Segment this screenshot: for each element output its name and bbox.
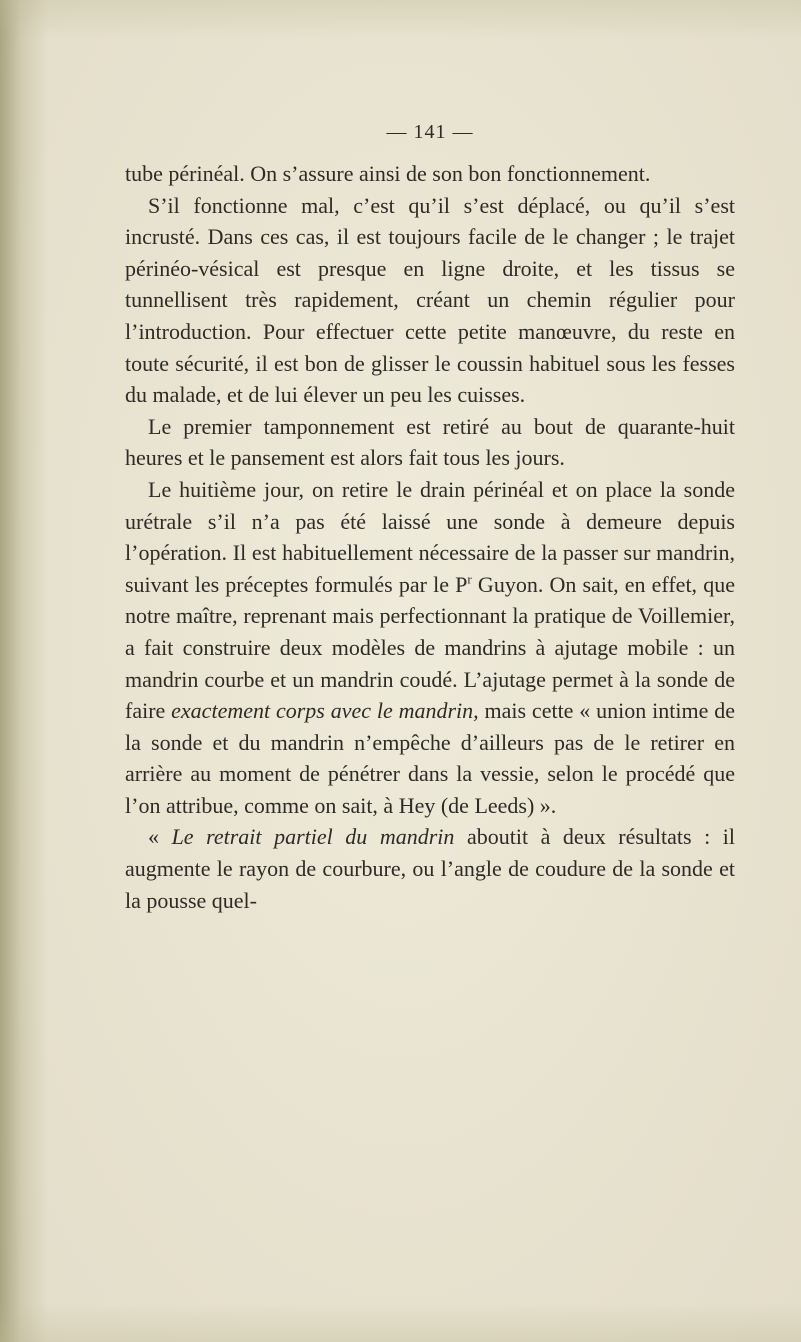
paragraph-3 <box>125 411 735 474</box>
page-edge-shadow-left <box>0 0 48 1342</box>
paragraph-5-quote-open: « <box>148 824 172 850</box>
italic-phrase-retrait: Le retrait partiel du mandrin <box>171 824 455 850</box>
paragraph-4-text-a: Le huitième jour, on retire le drain périnéal et on place la sonde urétrale s’il n’a pas été laissé une sonde à demeure depuis l’opération. Il est habituellement nécessaire de la passer sur mandrin, suivant les préceptes formulés par le P <box>125 476 735 597</box>
paragraph-1-text: tube périnéal. On s’assure ainsi de son bon fonctionnement. <box>125 161 651 186</box>
paragraph-5-text: aboutit à deux résultats : il augmente le rayon de courbure, ou l’angle de coudure de la sonde et la pousse quel- <box>125 824 735 913</box>
paragraph-5 <box>125 821 735 916</box>
italic-phrase-exactement: exactement corps avec le mandrin, <box>171 698 479 724</box>
page-edge-shadow-bottom <box>0 1302 801 1342</box>
paragraph-3-text: Le premier tamponnement est retiré au bout de quarante-huit heures et le pansement est alors fait tous les jours. <box>125 413 735 471</box>
page-number-header: — 141 — <box>386 121 474 143</box>
page-edge-shadow-top <box>0 0 801 40</box>
paragraph-4-text-b: Guyon. On sait, en effet, que notre maître, reprenant mais perfectionnant la pratique de Voillemier, a fait construire deux modèles de mandrins à ajutage mobile : un mandrin courbe et un mandrin coudé. L’ajutage permet à la sonde de faire <box>125 571 735 724</box>
page-text-block <box>125 120 735 916</box>
superscript-r: r <box>467 571 472 587</box>
paragraph-1 <box>125 158 735 190</box>
paragraph-2 <box>125 190 735 411</box>
paragraph-4 <box>125 474 735 822</box>
paragraph-4-text-c: mais cette « union intime de la sonde et du mandrin n’empêche d’ailleurs pas de le retirer en arrière au moment de pénétrer dans la vessie, selon le procédé que l’on attribue, comme on sait, à Hey (de Leeds) ». <box>125 698 735 818</box>
paragraph-2-text: S’il fonctionne mal, c’est qu’il s’est déplacé, ou qu’il s’est incrusté. Dans ces cas, il est toujours facile de le changer ; le trajet périnéo-vésical est presque en ligne droite, et les tissus se tunnellisent très rapidement, créant un chemin régulier pour l’introduction. Pour effectuer cette petite manœuvre, du reste en toute sécurité, il est bon de glisser le coussin habituel sous les fesses du malade, et de lui élever un peu les cuisses. <box>125 192 735 408</box>
